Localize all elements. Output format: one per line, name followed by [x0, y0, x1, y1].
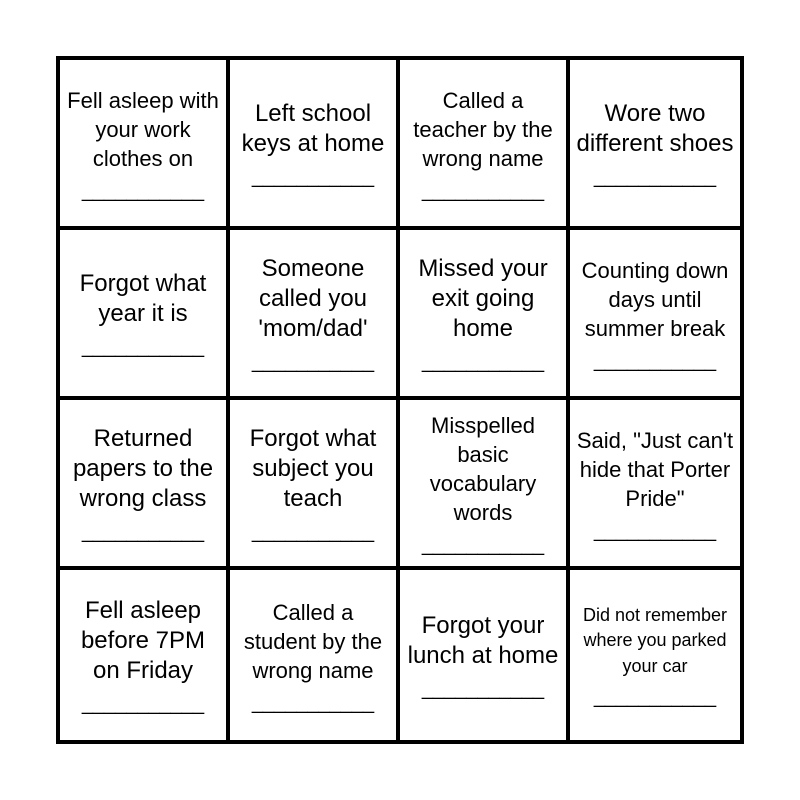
bingo-cell[interactable]: [60, 570, 230, 740]
cell-prompt: Left school keys at home: [241, 100, 385, 157]
cell-prompt: Someone called you 'mom/dad': [258, 255, 368, 342]
cell-prompt: Called a student by the wrong name: [243, 599, 383, 683]
signature-line: ___________: [593, 349, 717, 372]
cell-prompt: Did not remember where you parked your car: [582, 604, 728, 676]
bingo-cell[interactable]: [570, 60, 740, 230]
bingo-cell[interactable]: [60, 230, 230, 400]
bingo-cell[interactable]: [570, 570, 740, 740]
bingo-cell[interactable]: [570, 230, 740, 400]
bingo-cell[interactable]: [60, 400, 230, 570]
bingo-cell[interactable]: [400, 60, 570, 230]
signature-line: ___________: [421, 351, 545, 373]
signature-line: ___________: [593, 166, 717, 188]
signature-line: ___________: [81, 521, 205, 543]
cell-prompt: Forgot what year it is: [79, 270, 207, 327]
cell-prompt: Forgot your lunch at home: [407, 612, 559, 669]
bingo-cell[interactable]: [230, 400, 400, 570]
bingo-cell[interactable]: [60, 60, 230, 230]
bingo-cell[interactable]: [400, 400, 570, 570]
signature-line: ___________: [421, 678, 545, 700]
cell-prompt: Missed your exit going home: [418, 255, 548, 342]
bingo-cell[interactable]: [230, 60, 400, 230]
cell-prompt: Fell asleep before 7PM on Friday: [80, 597, 206, 684]
bingo-cell[interactable]: [230, 230, 400, 400]
cell-prompt: Counting down days until summer break: [581, 257, 729, 341]
bingo-cell[interactable]: [570, 400, 740, 570]
cell-prompt: Returned papers to the wrong class: [72, 425, 214, 512]
signature-line: ___________: [81, 336, 205, 358]
cell-prompt: Misspelled basic vocabulary words: [429, 413, 537, 525]
cell-prompt: Fell asleep with your work clothes on: [67, 87, 219, 171]
cell-prompt: Called a teacher by the wrong name: [413, 87, 553, 171]
cell-prompt: Said, "Just can't hide that Porter Pride": [576, 427, 734, 511]
bingo-cell[interactable]: [230, 570, 400, 740]
bingo-board: [56, 56, 744, 744]
signature-line: ___________: [421, 179, 545, 202]
signature-line: ___________: [81, 693, 205, 715]
signature-line: ___________: [593, 519, 717, 542]
cell-prompt: Wore two different shoes: [576, 100, 734, 157]
signature-line: ___________: [593, 686, 717, 709]
cell-prompt: Forgot what subject you teach: [249, 425, 377, 512]
bingo-cell[interactable]: [400, 230, 570, 400]
bingo-cell[interactable]: [400, 570, 570, 740]
signature-line: ___________: [251, 691, 375, 714]
signature-line: ___________: [251, 351, 375, 373]
signature-line: ___________: [81, 179, 205, 202]
signature-line: ___________: [251, 521, 375, 543]
signature-line: ___________: [421, 534, 545, 556]
signature-line: ___________: [251, 166, 375, 188]
